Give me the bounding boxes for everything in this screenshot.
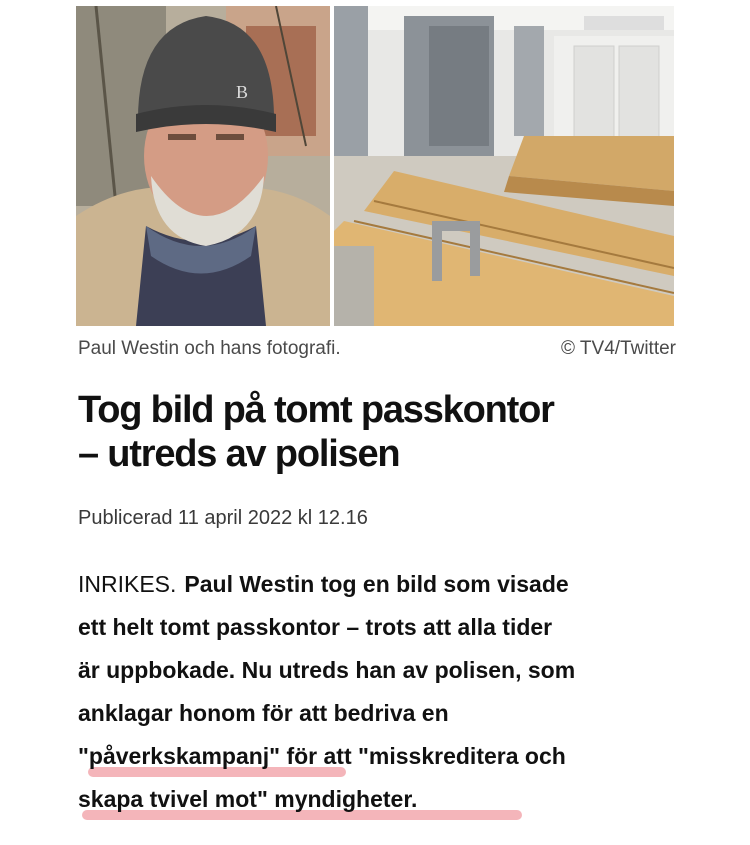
- article-image: [76, 6, 674, 326]
- portrait-photo: [76, 6, 330, 326]
- image-credit: © TV4/Twitter: [560, 338, 676, 359]
- article-headline: [78, 388, 678, 476]
- lead-text-5: "påverkskampanj" för att "misskreditera och: [78, 743, 566, 769]
- lead-text-2: ett helt tomt passkontor – trots att alla tider: [78, 614, 553, 640]
- article-lead: [78, 563, 688, 821]
- lead-text-3: är uppbokade. Nu utreds han av polisen, som: [78, 657, 576, 683]
- lead-text-4: anklagar honom för att bedriva en: [78, 700, 449, 726]
- svg-text:B: B: [236, 82, 249, 102]
- headline-line-1: Tog bild på tomt passkontor: [78, 389, 554, 431]
- lead-text-1: Paul Westin tog en bild som visade: [184, 571, 569, 597]
- publish-date: Publicerad 11 april 2022 kl 12.16: [78, 507, 368, 529]
- image-caption: Paul Westin och hans fotografi.: [78, 338, 341, 359]
- office-photo: [334, 6, 674, 326]
- section-label: INRIKES.: [78, 571, 177, 597]
- lead-text-6: skapa tvivel mot" myndigheter.: [78, 786, 418, 812]
- headline-line-2: – utreds av polisen: [78, 433, 400, 475]
- lead-line: [78, 563, 688, 606]
